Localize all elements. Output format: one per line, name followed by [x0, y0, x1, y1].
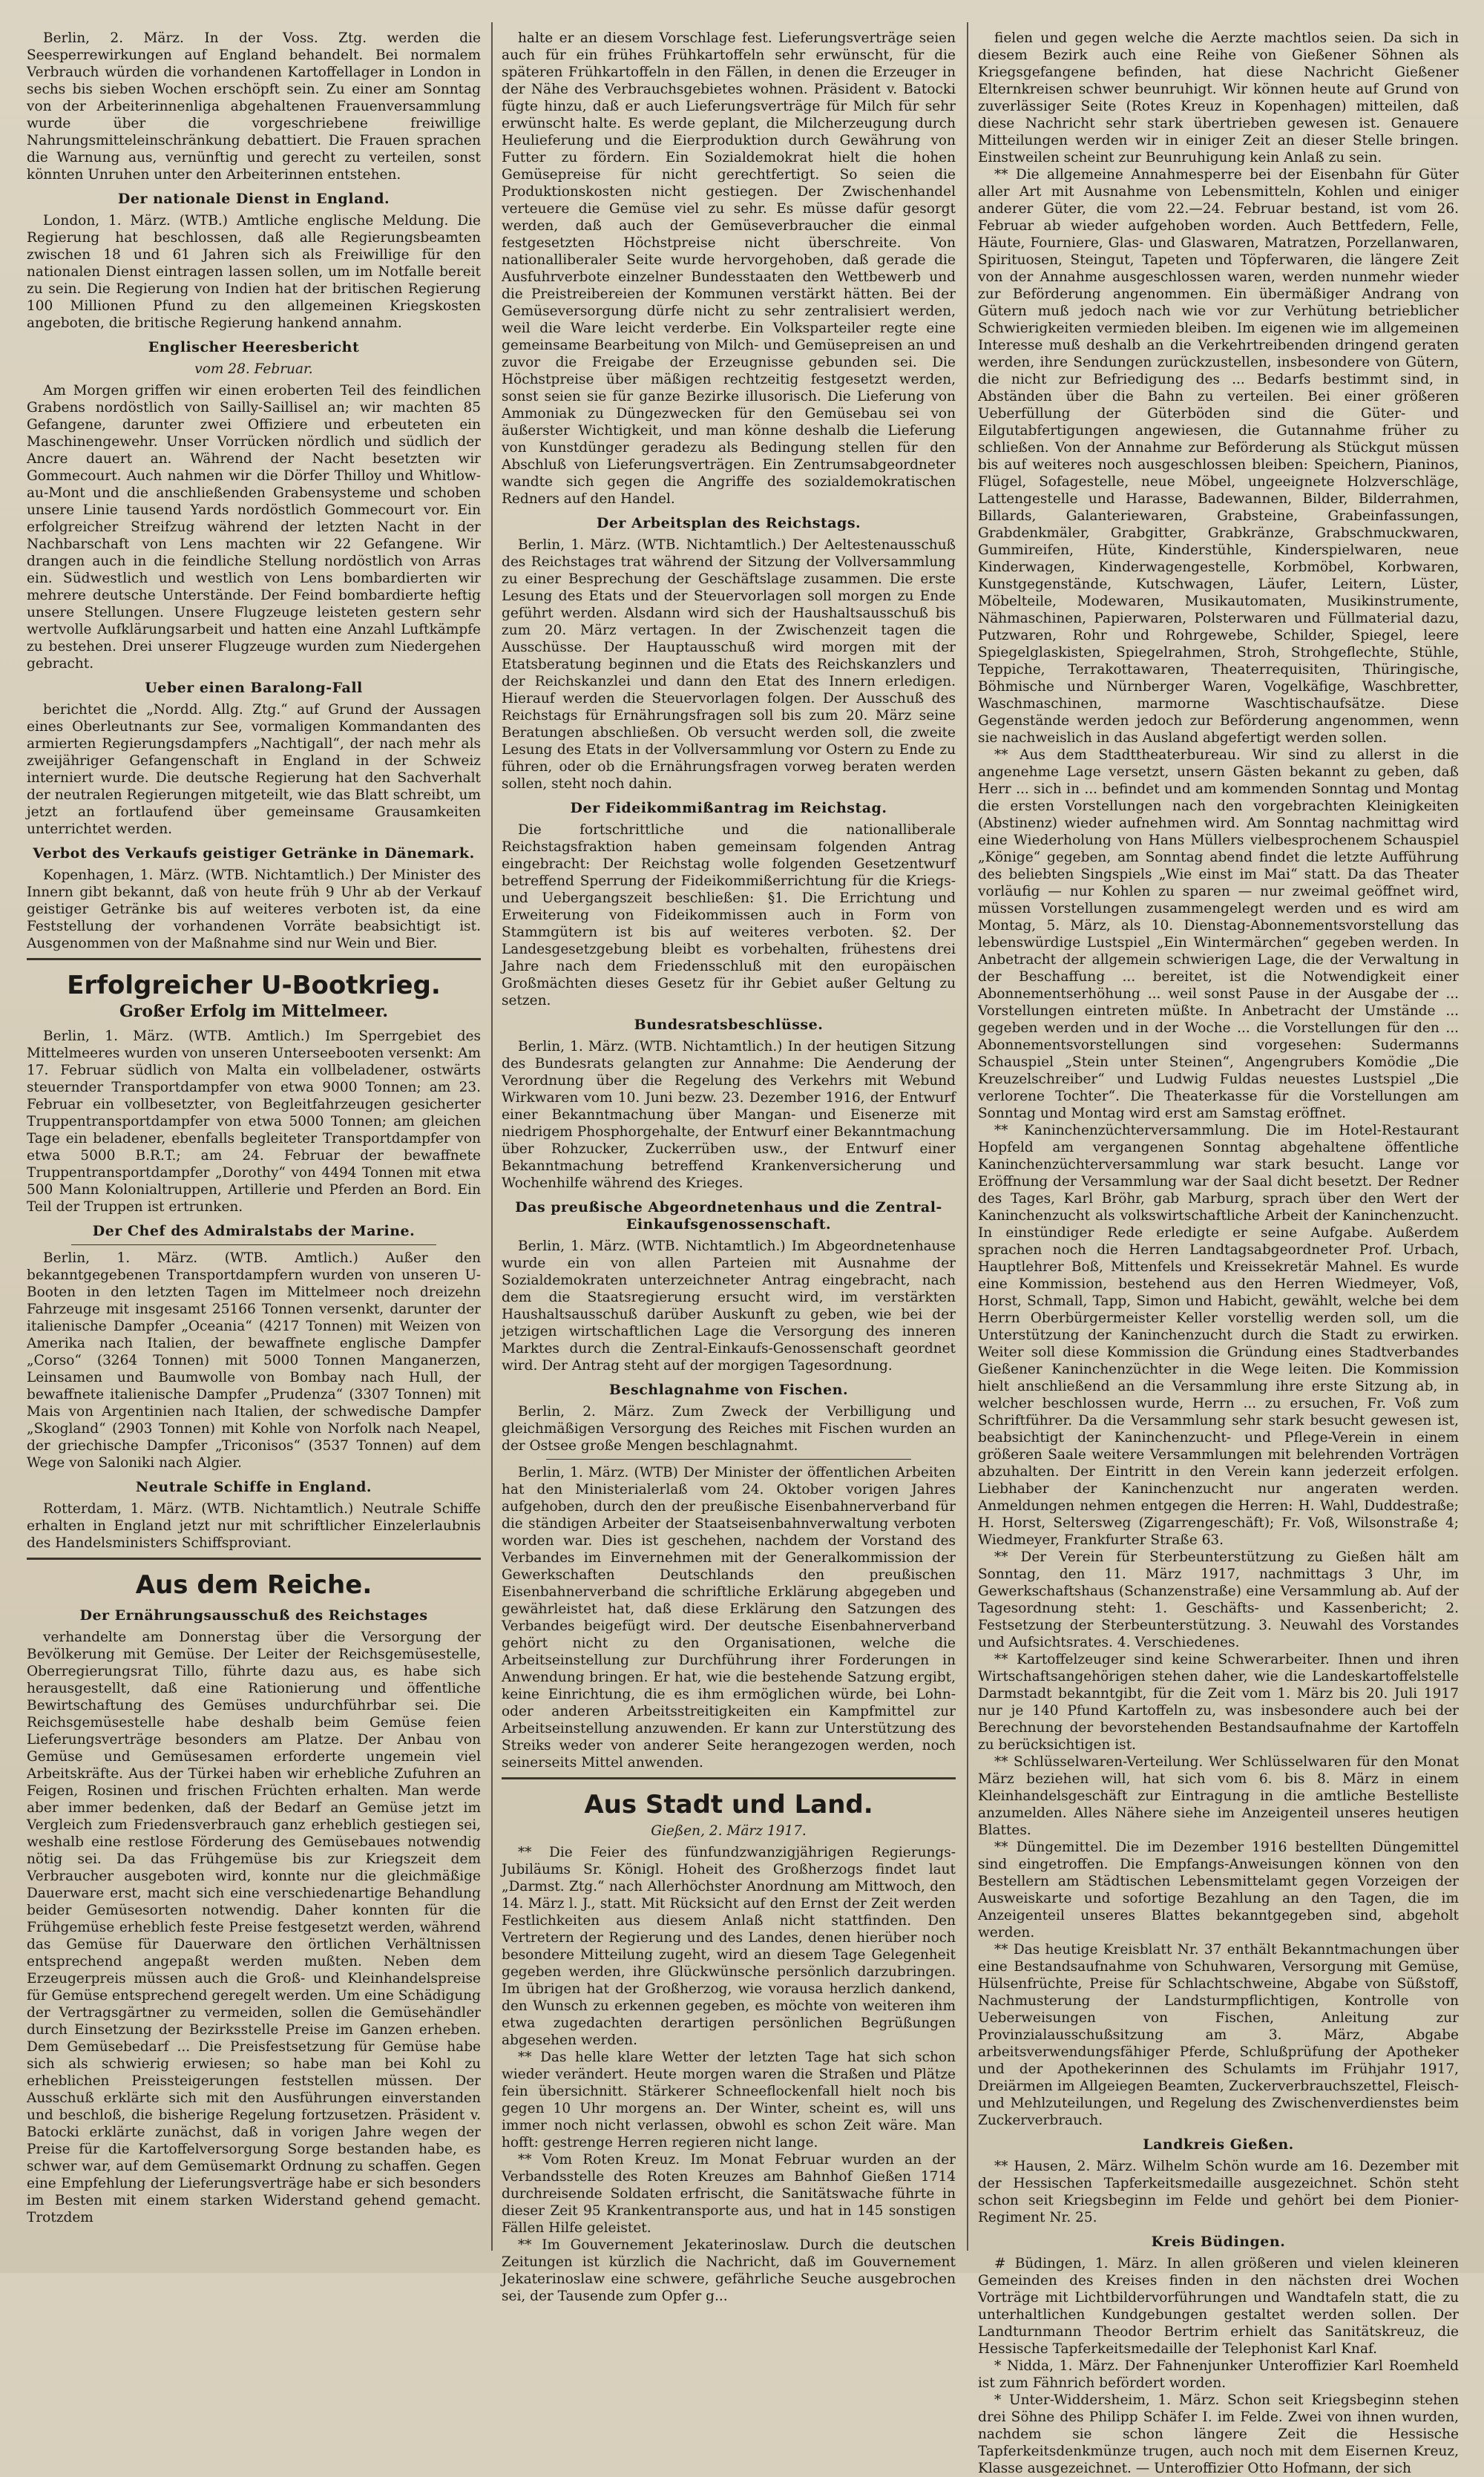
article-heading: Ueber einen Baralong-Fall [145, 680, 363, 696]
article-paragraph: fielen und gegen welche die Aerzte machtlos seien. Da sich in diesem Bezirk auch eine Reihe von Gießener Söhnen als Kriegsgefangene befinden, hat diese Nachricht Gießener Elternkreisen schwer beunruhigt. Wir können heute auf Grund von zuverlässiger Seite (Rotes Kreuz in Kopenhagen) mitteilen, daß diese Nachricht sehr stark übertrieben gewesen ist. Genauere Mitteilungen werden wir in einiger Zeit an dieser Stelle bringen. Einstweilen scheint zur Beunruhigung kein Anlaß zu sein. [978, 30, 1459, 165]
article-paragraph: * Nidda, 1. März. Der Fahnenjunker Unteroffizier Karl Roemheld ist zum Fähnrich befördert worden. [978, 2358, 1459, 2391]
article-paragraph: Kopenhagen, 1. März. (WTB. Nichtamtlich.) Der Minister des Innern gibt bekannt, daß von heute früh 9 Uhr ab der Verkauf geistiger Getränke bis auf weiteres verboten ist, da eine Feststellung der vorhandenen Vorräte beabsichtigt ist. Ausgenommen von der Maßnahme sind nur Wein und Bier. [27, 867, 481, 951]
article-paragraph: * Unter-Widdersheim, 1. März. Schon seit Kriegsbeginn stehen drei Söhne des Philipp Schäfer I. im Felde. Zwei von ihnen wurden, nachdem sie schon längere Zeit die Hessische Tapferkeitsdenkmünze trugen, auch noch mit dem Eisernen Kreuz, Klasse ausgezeichnet. — Unteroffizier Otto Hofmann, der sich [978, 2392, 1459, 2476]
article-paragraph: ** Aus dem Stadttheaterbureau. Wir sind zu allerst in die angenehme Lage versetzt, unsern Gästen bekannt zu geben, daß Herr ... sich in ... befindet und am kommenden Sonntag und Montag die ersten Vorstellungen nach den vorgebrachten Kleinigkeiten (Abstinenz) wieder aufnehmen wird. Am Sonntag nachmittag wird eine Wiederholung von Hans Müllers vielbesprochenem Schauspiel „Könige“ gegeben, am Sonntag abend findet die letzte Aufführung des beliebten Singspiels „Wie einst im Mai“ statt. Da das Theater vorläufig — nur Kohlen zu sparen — nur zweimal geöffnet wird, müssen Vorstellungen zusammengelegt werden und es wird am Montag, 5. März, als 10. Dienstag-Abonnementsvorstellung das lebenswürdige Lustspiel „Ein Wintermärchen“ gegeben werden. In Anbetracht der allgemein schwierigen Lage, die der Verwaltung in der Beschaffung ... bereitet, ist die Notwendigkeit einer Abonnementserhöhung ... weil sonst Pause in der Ausgabe der ... Vorstellungen eintreten müßte. In Anbetracht der Umstände ... gegeben werden und in der Woche ... die Vorstellungen für den ... Abonnementsvorstellungen sind vorgesehen: Sudermanns Schauspiel „Stein unter Steinen“, Angengrubers Komödie „Die Kreuzelschreiber“ und Ludwig Fuldas neuestes Lustspiel „Die verlorene Tochter“. Die Theaterkasse für die Vorstellungen am Sonntag und Montag wird erst am Samstag eröffnet. [978, 747, 1459, 1121]
article-paragraph: ** Hausen, 2. März. Wilhelm Schön wurde am 16. Dezember mit der Hessischen Tapferkeitsmedaille ausgezeichnet. Schön steht schon seit Kriegsbeginn im Felde und gehört bei dem Pionier-Regiment Nr. 25. [978, 2159, 1459, 2225]
article-heading: Neutrale Schiffe in England. [135, 1479, 372, 1495]
article-paragraph: ** Der Verein für Sterbeunterstützung zu Gießen hält am Sonntag, den 11. März 1917, nachmittags 3 Uhr, im Gewerkschaftshaus (Schanzenstraße) eine Versammlung ab. Auf der Tagesordnung steht: 1. Geschäfts- und Kassenbericht; 2. Festsetzung der Sterbeunterstützung. 3. Neuwahl des Vorstandes und Aufsichtsrates. 4. Verschiedenes. [978, 1549, 1459, 1650]
section-heading: Aus dem Reiche. [135, 1570, 372, 1600]
article-paragraph: # Büdingen, 1. März. In allen größeren und vielen kleineren Gemeinden des Kreises finden in den nächsten drei Wochen Vorträge mit Lichtbildervorführungen und Wandtafeln statt, die zu unterhaltlichen Kundgebungen gestaltet werden sollen. Der Landturnmann Theodor Bertrim erhielt das Sanitätskreuz, die Hessische Tapferkeitsmedaille der Telephonist Karl Knaf. [978, 2256, 1459, 2357]
section-divider [502, 1777, 956, 1779]
article-paragraph: Berlin, 1. März. (WTB. Nichtamtlich.) In der heutigen Sitzung des Bundesrats gelangten zur Annahme: Die Aenderung der Verordnung über die Regelung des Verkehrs mit Webund Wirkwaren vom 10. Juni bezw. 23. Dezember 1916, der Entwurf einer Bekanntmachung über Mangan- und Eisenerze mit niedrigem Phosphorgehalte, der Entwurf einer Bekanntmachung über Rohzucker, Zuckerrüben usw., der Entwurf einer Bekanntmachung betreffend Krankenversicherung und Wochenhilfe während des Krieges. [502, 1039, 956, 1191]
article-paragraph: Am Morgen griffen wir einen eroberten Teil des feindlichen Grabens nordöstlich von Sailly-Saillisel an; wir machten 85 Gefangene, darunter zwei Offiziere und erbeuteten ein Maschinengewehr. Unser Vorrücken nördlich und südlich der Ancre dauert an. Während der Nacht besetzten wir Gommecourt. Auch nahmen wir die Dörfer Thilloy und Whitlow-au-Mont und die anschließenden Grabensysteme und schoben unsere Linie tausend Yards nordöstlich Gommecourt vor. Ein erfolgreicher Streifzug während der letzten Nacht in der Nachbarschaft von Lens machten wir 22 Gefangene. Wir drangen auch in die feindliche Stellung nordöstlich von Arras ein. Südwestlich und westlich von Lens bombardierten wir mehrere deutsche Unterstände. Der Feind bombardierte heftig unsere Stellungen. Unsere Flugzeuge leisteten gestern sehr wertvolle Aufklärungsarbeit und hatten eine Anzahl Luftkämpfe zu bestehen. Drei unserer Flugzeuge wurden zum Niedergehen gebracht. [27, 383, 481, 672]
article-heading: Der Arbeitsplan des Reichstags. [596, 515, 861, 531]
article-paragraph: ** Schlüsselwaren-Verteilung. Wer Schlüsselwaren für den Monat März beziehen will, hat sich vom 6. bis 8. März in einem Kleinhandelsgeschäft zur Eintragung in die amtliche Bestelliste anzumelden. Alles Nähere siehe im Anzeigenteil unseres heutigen Blattes. [978, 1754, 1459, 1838]
column-2 [502, 30, 956, 2304]
article-heading: Englischer Heeresbericht [148, 339, 360, 355]
article-paragraph: Berlin, 2. März. Zum Zweck der Verbilligung und gleichmäßigen Versorgung des Reiches mit Fischen wurden an der Ostsee große Mengen beschlagnahmt. [502, 1404, 956, 1454]
section-heading: Erfolgreicher U-Bootkrieg. [67, 971, 441, 1000]
column-1 [27, 30, 481, 2251]
column-rule [491, 22, 493, 2251]
article-heading: Kreis Büdingen. [1151, 2234, 1286, 2250]
section-subheading: Großer Erfolg im Mittelmeer. [119, 1002, 389, 1021]
section-divider [27, 958, 481, 960]
article-paragraph: ** Die allgemeine Annahmesperre bei der Eisenbahn für Güter aller Art mit Ausnahme von Lebensmitteln, Kohlen und einiger anderer Güter, die vom 22.—24. Februar bestand, ist vom 26. Februar ab wieder aufgehoben worden. Auch Bettfedern, Felle, Häute, Fourniere, Glas- und Glaswaren, Matratzen, Porzellanwaren, Spirituosen, Steingut, Tapeten und Töpferwaren, die längere Zeit von der Annahme ausgeschlossen waren, werden nunmehr wieder zur Beförderung angenommen. Ein übermäßiger Andrang von Gütern muß jedoch nach wie vor zur Verhütung betrieblicher Schwierigkeiten vermieden bleiben. Im eigenen wie im allgemeinen Interesse muß deshalb an die Verkehrtreibenden dringend geraten werden, ihre Sendungen zurückzustellen, insbesondere von Gütern, die nicht zur Befriedigung des ... Bedarfs bestimmt sind, in Abständen über die Bahn zu verteilen. Bei einer größeren Ueberfüllung der Güterböden sind die Güter- und Eilgutabfertigungen angewiesen, die Gutannahme früher zu schließen. Von der Annahme zur Beförderung als Stückgut müssen bis auf weiteres noch ausgeschlossen bleiben: Speichern, Pianinos, Flügel, Sofagestelle, neue Möbel, ungeeignete Holzverschläge, Lattengestelle und Harasse, Badewannen, Bilder, Bilderrahmen, Billards, Galanteriewaren, Grabsteine, Grabeinfassungen, Grabdenkmäler, Grabgitter, Grabkränze, Grabschmuckwaren, Gummireifen, Hüte, Kinderstühle, Kinderspielwaren, neue Kinderwagen, Kinderwagengestelle, Korbmöbel, Korbwaren, Kunstgegenstände, Kutschwagen, Läufer, Leitern, Lüster, Möbelteile, Modewaren, Musikautomaten, Musikinstrumente, Nähmaschinen, Papierwaren, Polsterwaren und Füllmaterial dazu, Putzwaren, Rohr und Rohrgewebe, Schilder, Spiegel, leere Spiegelglaskisten, Spiegelrahmen, Stroh, Strohgeflechte, Stühle, Teppiche, Terrakottawaren, Theaterrequisiten, Thüringische, Böhmische und Nürnberger Waren, Vogelkäfige, Waschbretter, Waschmaschinen, marmorne Waschtischaufsätze. Diese Gegenstände werden jedoch zur Beförderung angenommen, wenn sie nachweislich in das Ausland abgefertigt werden sollen. [978, 167, 1459, 746]
signature-line: Der Chef des Admiralstabs der Marine. [92, 1223, 416, 1239]
article-heading: Der Fideikommißantrag im Reichstag. [570, 800, 887, 816]
article-paragraph: berichtet die „Nordd. Allg. Ztg.“ auf Grund der Aussagen eines Oberleutnants zur See, vormaligen Kommandanten des armierten Regierungsdampfers „Nachtigall“, der nach mehr als zweijähriger Gefangenschaft in England in der Schweiz interniert wurde. Die deutsche Regierung hat den Sachverhalt der neutralen Regierungen mitgeteilt, wie das Blatt schreibt, um jetzt an fortlaufend über gemeinsame Grausamkeiten unterrichtet werden. [27, 702, 481, 837]
article-paragraph: London, 1. März. (WTB.) Amtliche englische Meldung. Die Regierung hat beschlossen, daß alle Regierungsbeamten zwischen 18 und 61 Jahren sich als Freiwillige für den nationalen Dienst eintragen lassen sollen, um im Notfalle bereit zu sein. Die Regierung von Indien hat der britischen Regierung 100 Millionen Pfund zu den allgemeinen Kriegskosten angeboten, die britische Regierung hankend annahm. [27, 213, 481, 331]
article-heading: Bundesratsbeschlüsse. [634, 1017, 824, 1033]
article-paragraph: ** Vom Roten Kreuz. Im Monat Februar wurden an der Verbandsstelle des Roten Kreuzes am Bahnhof Gießen 1714 durchreisende Soldaten erfrischt, die Sanitätswache führte in dieser Zeit 95 Krankentransporte aus, und hat in 145 sonstigen Fällen Hilfe geleistet. [502, 2152, 956, 2236]
article-paragraph: Berlin, 1. März. (WTB. Amtlich.) Im Sperrgebiet des Mittelmeeres wurden von unseren Unterseebooten versenkt: Am 17. Februar südlich von Malta ein vollbeladener, ostwärts steuernder Transportdampfer von etwa 9000 Tonnen; am 23. Februar ein vollbesetzter, von Begleitfahrzeugen gesicherter Truppentransportdampfer von etwa 5000 Tonnen; am gleichen Tage ein beladener, ebenfalls begleiteter Transportdampfer von etwa 5000 B.R.T.; am 24. Februar der bewaffnete Truppentransportdampfer „Dorothy“ von 4494 Tonnen mit etwa 500 Mann Kolonialtruppen, Artillerie und Pferden an Bord. Ein Teil der Truppen ist ertrunken. [27, 1028, 481, 1215]
article-paragraph: Berlin, 1. März. (WTB. Nichtamtlich.) Der Aeltestenausschuß des Reichstages trat während der Sitzung der Vollversammlung zu einer Besprechung der Geschäftslage zusammen. Die erste Lesung des Etats und der Steuervorlagen soll morgen zu Ende geführt werden. Alsdann wird sich der Haushaltsausschuß bis zum 20. März vertagen. In der Zwischenzeit tagen die Ausschüsse. Der Hauptausschuß wird morgen mit der Etatsberatung beginnen und die Etats des Reichskanzlers und der Reichskanzlei und dann den Etat des Innern erledigen. Hierauf werden die Steuervorlagen folgen. Der Ausschuß des Reichstags für Ernährungsfragen soll bis zum 20. März seine Beratungen abschließen. Ob versucht werden soll, die zweite Lesung des Etats in der Vollversammlung vor Ostern zu Ende zu führen, oder ob die Ernährungsfragen vorweg beraten werden sollen, steht noch dahin. [502, 537, 956, 792]
dateline: vom 28. Februar. [194, 361, 313, 377]
section-divider [27, 1558, 481, 1560]
article-paragraph: Berlin, 1. März. (WTB) Der Minister der öffentlichen Arbeiten hat den Ministerialerlaß vom 24. Oktober vorigen Jahres aufgehoben, durch den der preußische Eisenbahnerverband für die ständigen Arbeiter der Staatseisenbahnverwaltung verboten worden war. Dies ist geschehen, nachdem der Vorstand des Verbandes im Einvernehmen mit der Generalkommission der Gewerkschaften Deutschlands den preußischen Eisenbahnerverband die schriftliche Erklärung abgegeben und gewährleistet hat, daß diese Erklärung den Satzungen des Verbandes beigefügt wird. Der deutsche Eisenbahnerverband gehört nicht zu den Organisationen, welche die Arbeitseinstellung zur Durchführung ihrer Forderungen in Anwendung bringen. Er hat, wie die bestehende Satzung ergibt, keine Einrichtung, die es ihm ermöglichen würde, bei Lohn- oder anderen Arbeitsstreitigkeiten ein Kampfmittel zur Arbeitseinstellung anzuwenden. Er kann zur Unterstützung des Streiks weder von anderer Seite herangezogen werden, noch seinerseits Mittel anwenden. [502, 1465, 956, 1771]
divider [546, 1459, 911, 1460]
article-heading: Der Ernährungsausschuß des Reichstages [79, 1607, 428, 1624]
article-paragraph: halte er an diesem Vorschlage fest. Lieferungsverträge seien auch für ein frühes Frühkartoffeln sehr erwünscht, für die späteren Frühkartoffeln in den Fällen, in denen die Erzeuger in der Nähe des Verbrauchsgebietes wohnen. Präsident v. Batocki fügte hinzu, daß er auch Lieferungsverträge für Milch für sehr erwünscht halte. Es werde geplant, die Milcherzeugung durch Heulieferung und die Eierproduktion durch Gewährung von Futter zu fördern. Ein Sozialdemokrat hielt die hohen Gemüsepreise für nicht gerechtfertigt. So seien die Produktionskosten nicht gestiegen. Der Zwischenhandel verteuere die Gemüse viel zu sehr. Es müsse dafür gesorgt werden, daß auch der Gemüseverbraucher die einmal festgesetzten Höchstpreise nicht überschreite. Von nationalliberaler Seite wurde hervorgehoben, daß gerade die Ausfuhrverbote einzelner Bundesstaaten den Wettbewerb und die Preistreibereien der Kommunen verstärkt hätten. Bei der Gemüseversorgung dürfe nicht zu sehr zentralisiert werden, weil die Ware leicht verderbe. Ein Volksparteiler regte eine gemeinsame Bearbeitung von Milch- und Gemüsepreisen an und zuvor die Freigabe der Erzeugnisse gebunden sei. Die Höchstpreise über mäßigen rechtzeitig festgesetzt werden, sonst seien sie für ganze Bezirke illusorisch. Die Lieferung von Ammoniak zu Düngezwecken für den Gemüsebau sei von äußerster Wichtigkeit, und man könne deshalb die Lieferung von Kunstdünger geradezu als Bedingung stellen für den Abschluß von Lieferungsverträgen. Ein Zentrumsabgeordneter wandte sich gegen die Angriffe des sozialdemokratischen Redners auf den Handel. [502, 30, 956, 507]
article-paragraph: Berlin, 2. März. In der Voss. Ztg. werden die Seesperrewirkungen auf England behandelt. Bei normalem Verbrauch würden die vorhandenen Kartoffellager in London in sechs bis sieben Wochen erschöpft sein. Zu einer am Sonntag von der Arbeiterinnenliga abgehaltenen Frauenversammlung wurde über die vorgeschriebene freiwillige Nahrungsmitteleinschränkung debattiert. Die Frauen sprachen die Warnung aus, vernünftig und gerecht zu verteilen, sonst könnten Unruhen unter den Arbeiterinnen entstehen. [27, 30, 481, 183]
article-heading: Beschlagnahme von Fischen. [608, 1382, 849, 1398]
article-heading: Das preußische Abgeordnetenhaus und die Zentral-Einkaufsgenossenschaft. [515, 1199, 942, 1233]
column-rule [967, 22, 968, 2251]
article-paragraph: ** Das helle klare Wetter der letzten Tage hat sich schon wieder verändert. Heute morgen waren die Straßen und Plätze fein übersichnitt. Stärkerer Schneeflockenfall hielt noch bis gegen 10 Uhr morgens an. Der Winter, scheint es, will uns immer noch nicht verlassen, obwohl es schon Zeit wäre. Man hofft: gestrenge Herren regieren nicht lange. [502, 2050, 956, 2150]
article-paragraph: ** Kartoffelzeuger sind keine Schwerarbeiter. Ihnen und ihren Wirtschaftsangehörigen stehen daher, wie die Landeskartoffelstelle Darmstadt bekanntgibt, für die Zeit vom 1. März bis 20. Juli 1917 nur je 140 Pfund Kartoffeln zu, was insbesondere auch bei der Berechnung der bevorstehenden Bestandsaufnahme der Kartoffeln zu berücksichtigen ist. [978, 1652, 1459, 1753]
article-paragraph: ** Im Gouvernement Jekaterinoslaw. Durch die deutschen Zeitungen ist kürzlich die Nachricht, daß im Gouvernement Jekaterinoslaw eine schwere, gefährliche Seuche ausgebrochen sei, der Tausende zum Opfer g... [502, 2237, 956, 2304]
article-heading: Landkreis Gießen. [1143, 2136, 1294, 2153]
dateline: Gießen, 2. März 1917. [651, 1823, 807, 1839]
section-heading: Aus Stadt und Land. [584, 1790, 873, 1820]
article-paragraph: verhandelte am Donnerstag über die Versorgung der Bevölkerung mit Gemüse. Der Leiter der Reichsgemüsestelle, Oberregierungsrat Tillo, führte dazu aus, es habe sich herausgestellt, daß eine Rationierung und öffentliche Bewirtschaftung des Gemüses undurchführbar sei. Die Reichsgemüsestelle habe deshalb beim Gemüse feien Lieferungsverträge besonders am Platze. Der Anbau von Gemüse und Gemüsesamen erforderte ungemein viel Arbeitskräfte. Aus der Türkei haben wir erhebliche Zufuhren an Feigen, Rosinen und frischen Früchten erhalten. Man werde aber immer bedenken, daß der Bedarf an Gemüse jetzt im Vergleich zum Friedensverbrauch ganz erheblich gestiegen sei, weshalb eine restlose Förderung des Gemüsebaues notwendig nötig sei. Da das Frühgemüse bis zur Kriegszeit dem Verbraucher ausgeboten wird, konnte nur die gleichmäßige Dauerware erst, macht sich eine verschiedenartige Behandlung beider Gemüsesorten notwendig. Daher konnten für die Frühgemüse erheblich feste Preise festgesetzt werden, während das Gemüse für Dauerware den örtlichen Verhältnissen entsprechend angepaßt werden mußten. Neben dem Erzeugerpreis müssen auch die Groß- und Kleinhandelspreise für Gemüse entsprechend geregelt werden. Um eine Schädigung der Vertragsgärtner zu vermeiden, sollen die Gemüsehändler durch Einsetzung der Bezirksstelle Preise im Ganzen erheben. Dem Gemüsebedarf ... Die Preisfestsetzung für Gemüse habe sich als schwierig erwiesen; so habe man bei Kohl zu erheblichen Preissteigerungen feststellen müssen. Der Ausschuß erklärte sich mit den Ausführungen einverstanden und beschloß, die bisherige Regelung fortzusetzen. Präsident v. Batocki erklärte zunächst, daß in vorigen Jahre wegen der Preise für die Kartoffelversorgung Sorge bestanden habe, es schwer war, auf dem Gemüsemarkt Ordnung zu schaffen. Gegen eine Empfehlung der Lieferungsverträge habe er sich besonders im Besten mit einem starken Widerstand gehend gemacht. Trotzdem [27, 1630, 481, 2225]
article-paragraph: ** Düngemittel. Die im Dezember 1916 bestellten Düngemittel sind eingetroffen. Die Empfangs-Anweisungen können von den Bestellern am Städtischen Lebensmittelamt gegen Vorzeigen der Ausweiskarte und sofortige Bezahlung an den Tagen, die im Anzeigenteil unseres Blattes bekanntgegeben sind, abgeholt werden. [978, 1840, 1459, 1940]
article-paragraph: Die fortschrittliche und die nationalliberale Reichstagsfraktion haben gemeinsam folgenden Antrag eingebracht: Der Reichstag wolle folgenden Gesetzentwurf betreffend Sperrung der Fideikommißerrichtung für die Kriegs- und Uebergangszeit beschließen: §1. Die Errichtung und Erweiterung von Fideikommissen auch in Form von Stammgütern ist bis auf weiteres verboten. §2. Der Landesgesetzgebung bleibt es vorbehalten, frühestens drei Jahre nach dem Friedensschluß mit den europäischen Großmächten dieses Gesetz für ihr Gebiet außer Geltung zu setzen. [502, 822, 956, 1008]
divider [71, 1244, 436, 1245]
article-paragraph: Rotterdam, 1. März. (WTB. Nichtamtlich.) Neutrale Schiffe erhalten in England jetzt nur mit schriftlicher Einzelerlaubnis des Handelsministers Schiffsproviant. [27, 1501, 481, 1551]
article-heading: Verbot des Verkaufs geistiger Getränke in Dänemark. [33, 845, 475, 862]
article-paragraph: Berlin, 1. März. (WTB. Amtlich.) Außer den bekanntgegebenen Transportdampfern wurden von unseren U-Booten in den letzten Tagen im Mittelmeer noch dreizehn Fahrzeuge mit insgesamt 25166 Tonnen versenkt, darunter der italienische Dampfer „Oceania“ (4217 Tonnen) mit Weizen von Amerika nach Italien, der bewaffnete englische Dampfer „Corso“ (3264 Tonnen) mit 5000 Tonnen Manganerzen, Leinsamen und Baumwolle von Bombay nach Hull, der bewaffnete italienische Dampfer „Prudenza“ (3307 Tonnen) mit Mais von Argentinien nach Italien, der schwedische Dampfer „Skogland“ (2903 Tonnen) mit Kohle von Norfolk nach Neapel, der griechische Dampfer „Triconisos“ (3537 Tonnen) auf dem Wege von Saloniki nach Algier. [27, 1250, 481, 1471]
article-heading: Der nationale Dienst in England. [117, 191, 390, 207]
article-paragraph: ** Das heutige Kreisblatt Nr. 37 enthält Bekanntmachungen über eine Bestandsaufnahme von Schuhwaren, Versorgung mit Gemüse, Hülsenfrüchte, Preise für Schlachtschweine, Abgabe von Süßstoff, Nachmusterung der Landsturmpflichtigen, Kontrolle von Ueberweisungen von Fischen, Anleitung zur Provinzialausschußsitzung am 3. März, Abgabe arbeitsverwendungsfähiger Pferde, Schlußprüfung der Apotheker und der Apothekerinnen des Schulamts im Frühjahr 1917, Dreiärmen im Allgeiegen Beamten, Zuckerverbrauchszettel, Fleisch- und Mehlzuteilungen, und Regelung des Zwischenverdienstes beim Zuckerverbrauch. [978, 1942, 1459, 2128]
article-paragraph: Berlin, 1. März. (WTB. Nichtamtlich.) Im Abgeordnetenhause wurde ein von allen Parteien mit Ausnahme der Sozialdemokraten unterzeichneter Antrag eingebracht, nach dem die Staatsregierung ersucht wird, im verstärkten Haushaltsausschuß darüber Auskunft zu geben, wie bei der jetzigen wirtschaftlichen Lage die Versorgung des inneren Marktes durch die Zentral-Einkaufs-Genossenschaft geordnet wird. Der Antrag steht auf der morgigen Tagesordnung. [502, 1238, 956, 1374]
article-paragraph: ** Kaninchenzüchterversammlung. Die im Hotel-Restaurant Hopfeld am vergangenen Sonntag abgehaltene öffentliche Kaninchenzüchterversammlung war stark besucht. Lange vor Eröffnung der Versammlung war der Saal dicht besetzt. Der Redner des Tages, Karl Bröhr, gab Marburg, sprach über den Wert der Kaninchenzucht als volkswirtschaftliche Arbeit der Kaninchenzucht. In einstündiger Rede erledigte er seine Aufgabe. Außerdem sprachen noch die Herren Landtagsabgeordneter Prof. Urbach, Hauptlehrer Boß, Mittenfels und Kreissekretär Mahnel. Es wurde eine Kommission, bestehend aus den Herren Wiedmeyer, Voß, Horst, Schmall, Tapp, Simon und Habicht, gewählt, welche bei dem Herrn Oberbürgermeister Keller vorstellig werden soll, um die Unterstützung der Kaninchenzucht durch die Stadt zu erwirken. Weiter soll diese Kommission die Gründung eines Stadtverbandes Gießener Kaninchenzüchter in die Wege leiten. Die Kommission hielt anschließend an die Versammlung ihre erste Sitzung ab, in welcher beschlossen wurde, Herrn ... zu ersuchen, Fr. Voß zum Schriftführer. Da die Versammlung sehr stark besucht gewesen ist, beabsichtigt der Kaninchenzucht- und Pflege-Verein in einem größeren Saale weitere Versammlungen mit belehrenden Vorträgen abzuhalten. Der Eintritt in den Verein kann jederzeit erfolgen. Liebhaber der Kaninchenzucht nur angeraten werden. Anmeldungen nehmen entgegen die Herren: H. Wahl, Duddestraße; H. Horst, Seltersweg (Zigarrengeschäft); Fr. Voß, Wilsonstraße 4; Wiedmeyer, Frankfurter Straße 63. [978, 1123, 1459, 1548]
column-3 [978, 30, 1459, 2476]
article-paragraph: ** Die Feier des fünfundzwanzigjährigen Regierungs-Jubiläums Sr. Königl. Hoheit des Großherzogs findet laut „Darmst. Ztg.“ nach Allerhöchster Anordnung am Mittwoch, den 14. März l. J., statt. Mit Rücksicht auf den Ernst der Zeit werden Festlichkeiten aus diesem Anlaß nicht stattfinden. Den Vertretern der Regierung und des Landes, denen hierüber noch besondere Mitteilung zugeht, wird an diesem Tage Gelegenheit gegeben werden, ihre Glückwünsche persönlich darzubringen. Im übrigen hat der Großherzog, wie vorausa herzlich dankend, den Wunsch zu erkennen gegeben, es möchte von weiteren ihm etwa zugedachten derartigen persönlichen Begrüßungen abgesehen werden. [502, 1845, 956, 2048]
